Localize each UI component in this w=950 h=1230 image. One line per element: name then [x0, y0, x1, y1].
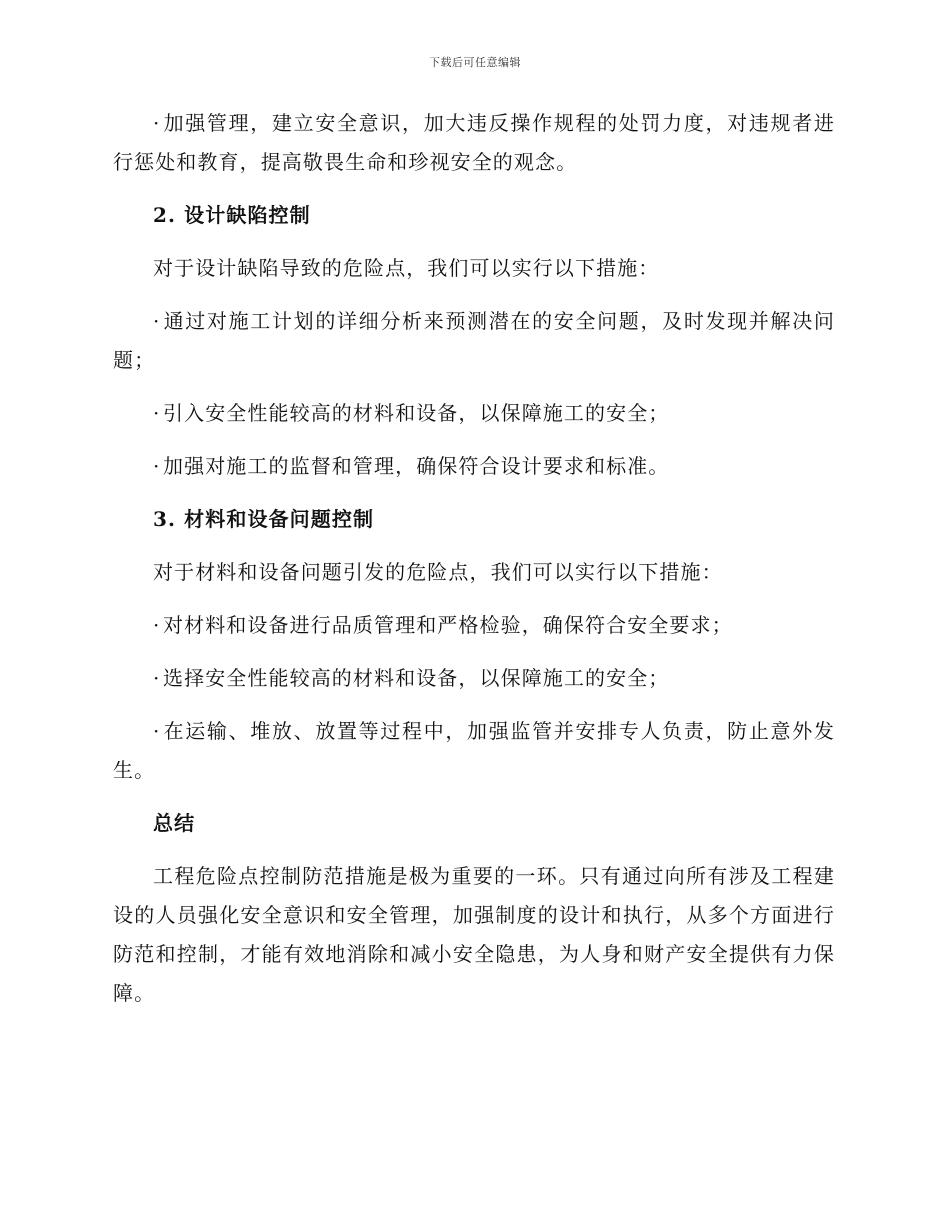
bullet-dot: ·	[153, 454, 161, 478]
bullet-item	[113, 104, 835, 182]
section-heading: 总结	[153, 811, 196, 835]
document-body	[113, 104, 835, 1027]
bullet-dot: ·	[153, 309, 161, 333]
bullet-text: 加强管理，建立安全意识，加大违反操作规程的处罚力度，对违规者进行惩处和教育，提高敬畏生命和珍视安全的观念。	[113, 111, 835, 174]
bullet-text: 通过对施工计划的详细分析来预测潜在的安全问题，及时发现并解决问题；	[113, 309, 835, 372]
paragraph: 对于材料和设备问题引发的危险点，我们可以实行以下措施：	[153, 560, 723, 584]
bullet-dot: ·	[153, 111, 161, 135]
bullet-item	[113, 394, 835, 433]
bullet-text: 在运输、堆放、放置等过程中，加强监管并安排专人负责，防止意外发生。	[113, 719, 835, 782]
paragraph: 对于设计缺陷导致的危险点，我们可以实行以下措施：	[153, 256, 660, 280]
bullet-item	[113, 659, 835, 698]
section-heading: 2. 设计缺陷控制	[153, 203, 311, 227]
section-heading: 3. 材料和设备问题控制	[153, 507, 375, 531]
bullet-dot: ·	[153, 719, 161, 743]
bullet-text: 引入安全性能较高的材料和设备，以保障施工的安全；	[163, 401, 670, 425]
bullet-dot: ·	[153, 666, 161, 690]
header-note: 下载后可任意编辑	[429, 56, 521, 69]
paragraph: 工程危险点控制防范措施是极为重要的一环。只有通过向所有涉及工程建设的人员强化安全意识和安全管理，加强制度的设计和执行，从多个方面进行防范和控制，才能有效地消除和减小安全隐患，为人身和财产安全提供有力保障。	[113, 864, 835, 1005]
bullet-item	[113, 447, 835, 486]
bullet-text: 对材料和设备进行品质管理和严格检验，确保符合安全要求；	[163, 613, 733, 637]
bullet-text: 选择安全性能较高的材料和设备，以保障施工的安全；	[163, 666, 670, 690]
bullet-item	[113, 606, 835, 645]
bullet-item	[113, 302, 835, 380]
bullet-dot: ·	[153, 401, 161, 425]
bullet-item	[113, 712, 835, 790]
bullet-dot: ·	[153, 613, 161, 637]
bullet-text: 加强对施工的监督和管理，确保符合设计要求和标准。	[163, 454, 670, 478]
